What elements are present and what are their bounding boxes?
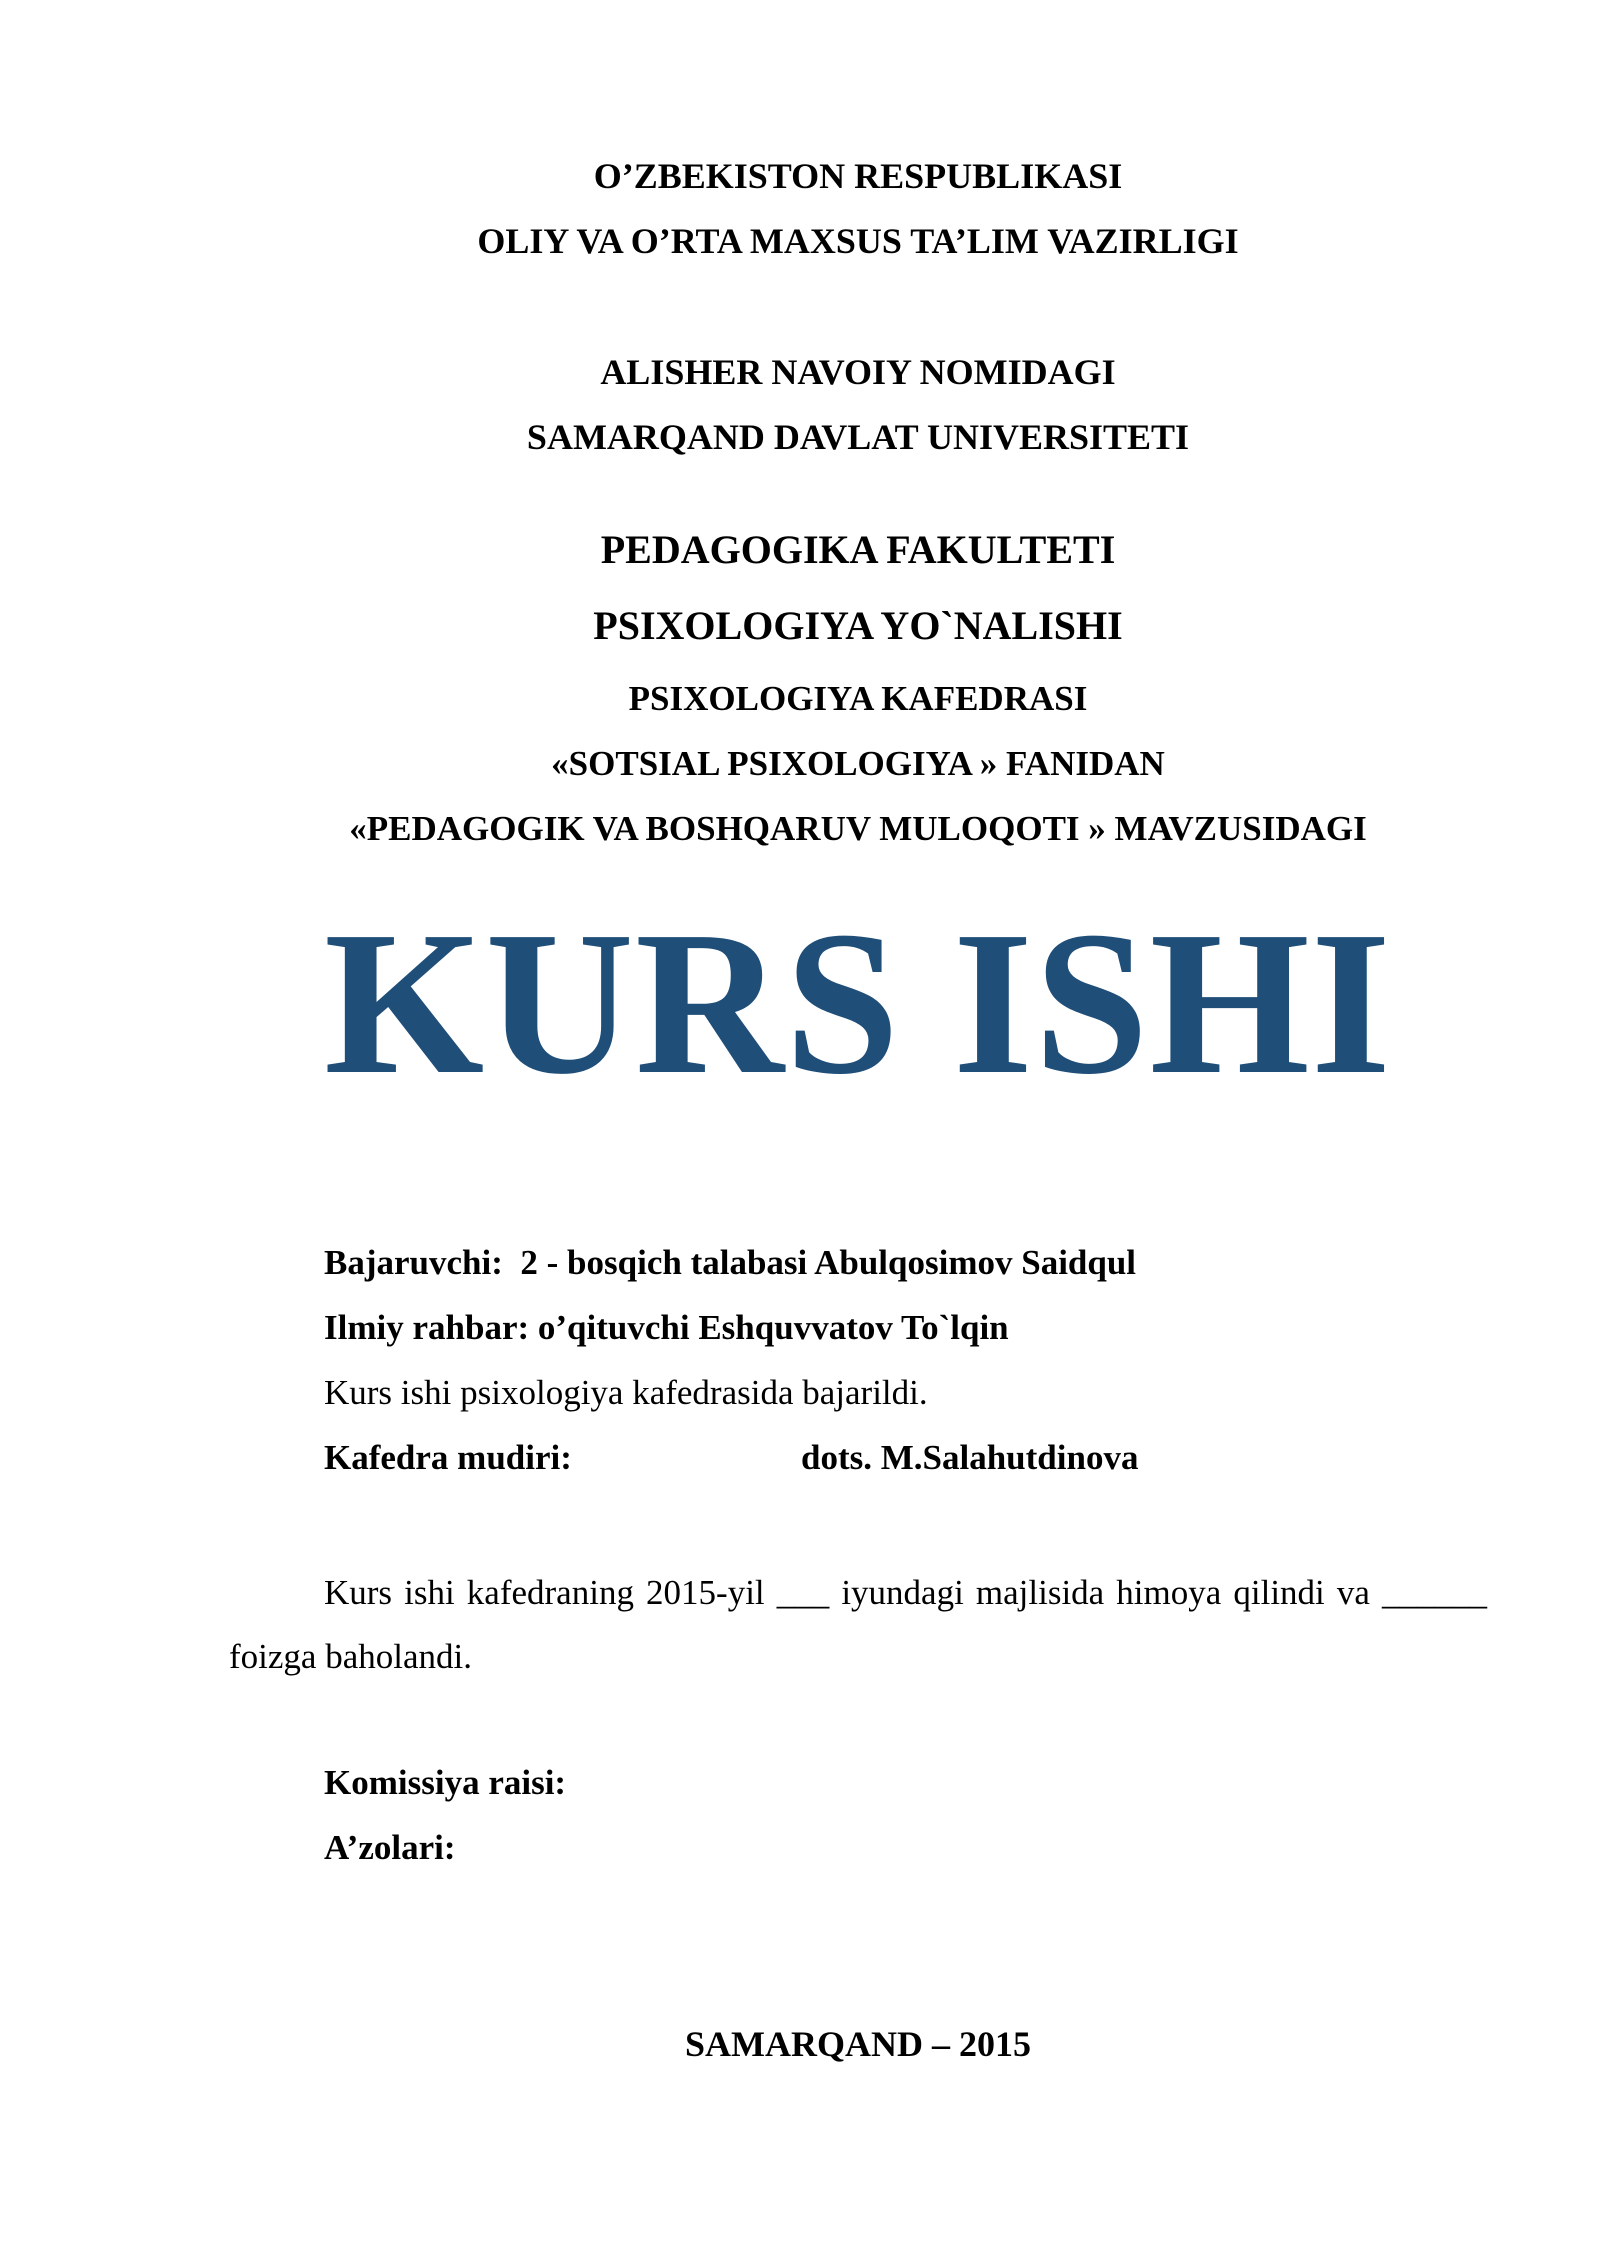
- advisor-label: Ilmiy rahbar:: [324, 1308, 530, 1347]
- header-republic: O’ZBEKISTON RESPUBLIKASI: [593, 156, 1123, 196]
- department-name: PSIXOLOGIYA KAFEDRASI: [628, 679, 1088, 718]
- document-title: KURS ISHI: [324, 888, 1392, 1117]
- advisor-value: o’qituvchi Eshquvvatov To`lqin: [537, 1308, 1009, 1347]
- completed-note: Kurs ishi psixologiya kafedrasida bajarildi.: [324, 1373, 928, 1412]
- performer-row: [324, 1245, 1136, 1280]
- defense-paragraph: Kurs ishi kafedraning 2015-yil ___ iyundagi majlisida himoya qilindi va ______ foizga baholandi.: [229, 1573, 1487, 1676]
- university-name-line2: SAMARQAND DAVLAT UNIVERSITETI: [526, 417, 1190, 457]
- direction-name: PSIXOLOGIYA YO`NALISHI: [593, 603, 1123, 648]
- head-value: dots. M.Salahutdinova: [801, 1438, 1139, 1477]
- advisor-row: [324, 1310, 1009, 1345]
- commission-chair-label: Komissiya raisi:: [324, 1763, 567, 1802]
- performer-value: 2 - bosqich talabasi Abulqosimov Saidqul: [520, 1243, 1137, 1282]
- footer-city-year: SAMARQAND – 2015: [685, 2024, 1031, 2064]
- performer-label: Bajaruvchi:: [324, 1243, 503, 1282]
- university-name-line1: ALISHER NAVOIY NOMIDAGI: [600, 352, 1116, 392]
- head-row: [324, 1440, 572, 1475]
- head-label: Kafedra mudiri:: [324, 1438, 572, 1477]
- faculty-name: PEDAGOGIKA FAKULTETI: [600, 527, 1116, 572]
- commission-members-label: A’zolari:: [324, 1828, 456, 1867]
- header-ministry: OLIY VA O’RTA MAXSUS TA’LIM VAZIRLIGI: [477, 221, 1239, 261]
- subject-line: «SOTSIAL PSIXOLOGIYA » FANIDAN: [551, 744, 1165, 783]
- topic-line: «PEDAGOGIK VA BOSHQARUV MULOQOTI » MAVZUSIDAGI: [349, 809, 1367, 848]
